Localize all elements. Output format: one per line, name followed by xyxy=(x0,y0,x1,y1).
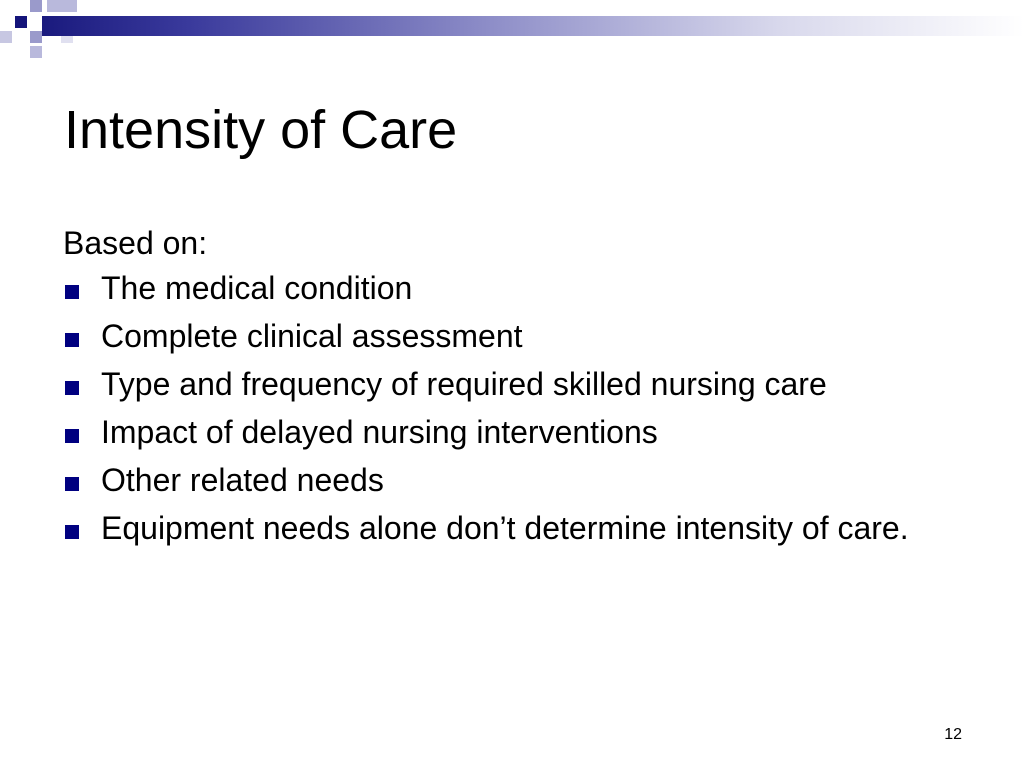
bullet-item xyxy=(63,414,943,451)
bullet-item xyxy=(63,366,943,403)
bullet-item xyxy=(63,462,943,499)
bullet-text: Equipment needs alone don’t determine intensity of care. xyxy=(101,510,909,546)
slide-title: Intensity of Care xyxy=(64,100,458,160)
intro-text: Based on: xyxy=(63,225,208,261)
bullet-text: Impact of delayed nursing interventions xyxy=(101,414,658,450)
bullet-item xyxy=(63,270,943,307)
decorative-square xyxy=(15,16,27,28)
page-number: 12 xyxy=(944,726,962,743)
decorative-square xyxy=(30,31,42,43)
bullet-item xyxy=(63,318,943,355)
bullet-text: Complete clinical assessment xyxy=(101,318,523,354)
bullet-text: Type and frequency of required skilled nursing care xyxy=(101,366,827,402)
bullet-text: Other related needs xyxy=(101,462,384,498)
header-gradient-bar xyxy=(42,16,1024,36)
decorative-square xyxy=(47,0,77,12)
square-bullet-icon xyxy=(65,333,79,347)
decorative-square xyxy=(0,31,12,43)
square-bullet-icon xyxy=(65,381,79,395)
square-bullet-icon xyxy=(65,477,79,491)
bullet-list xyxy=(63,270,943,558)
square-bullet-icon xyxy=(65,285,79,299)
square-bullet-icon xyxy=(65,525,79,539)
bullet-text: The medical condition xyxy=(101,270,413,306)
bullet-item xyxy=(63,510,943,547)
decorative-square xyxy=(30,46,42,58)
decorative-square xyxy=(30,0,42,12)
square-bullet-icon xyxy=(65,429,79,443)
